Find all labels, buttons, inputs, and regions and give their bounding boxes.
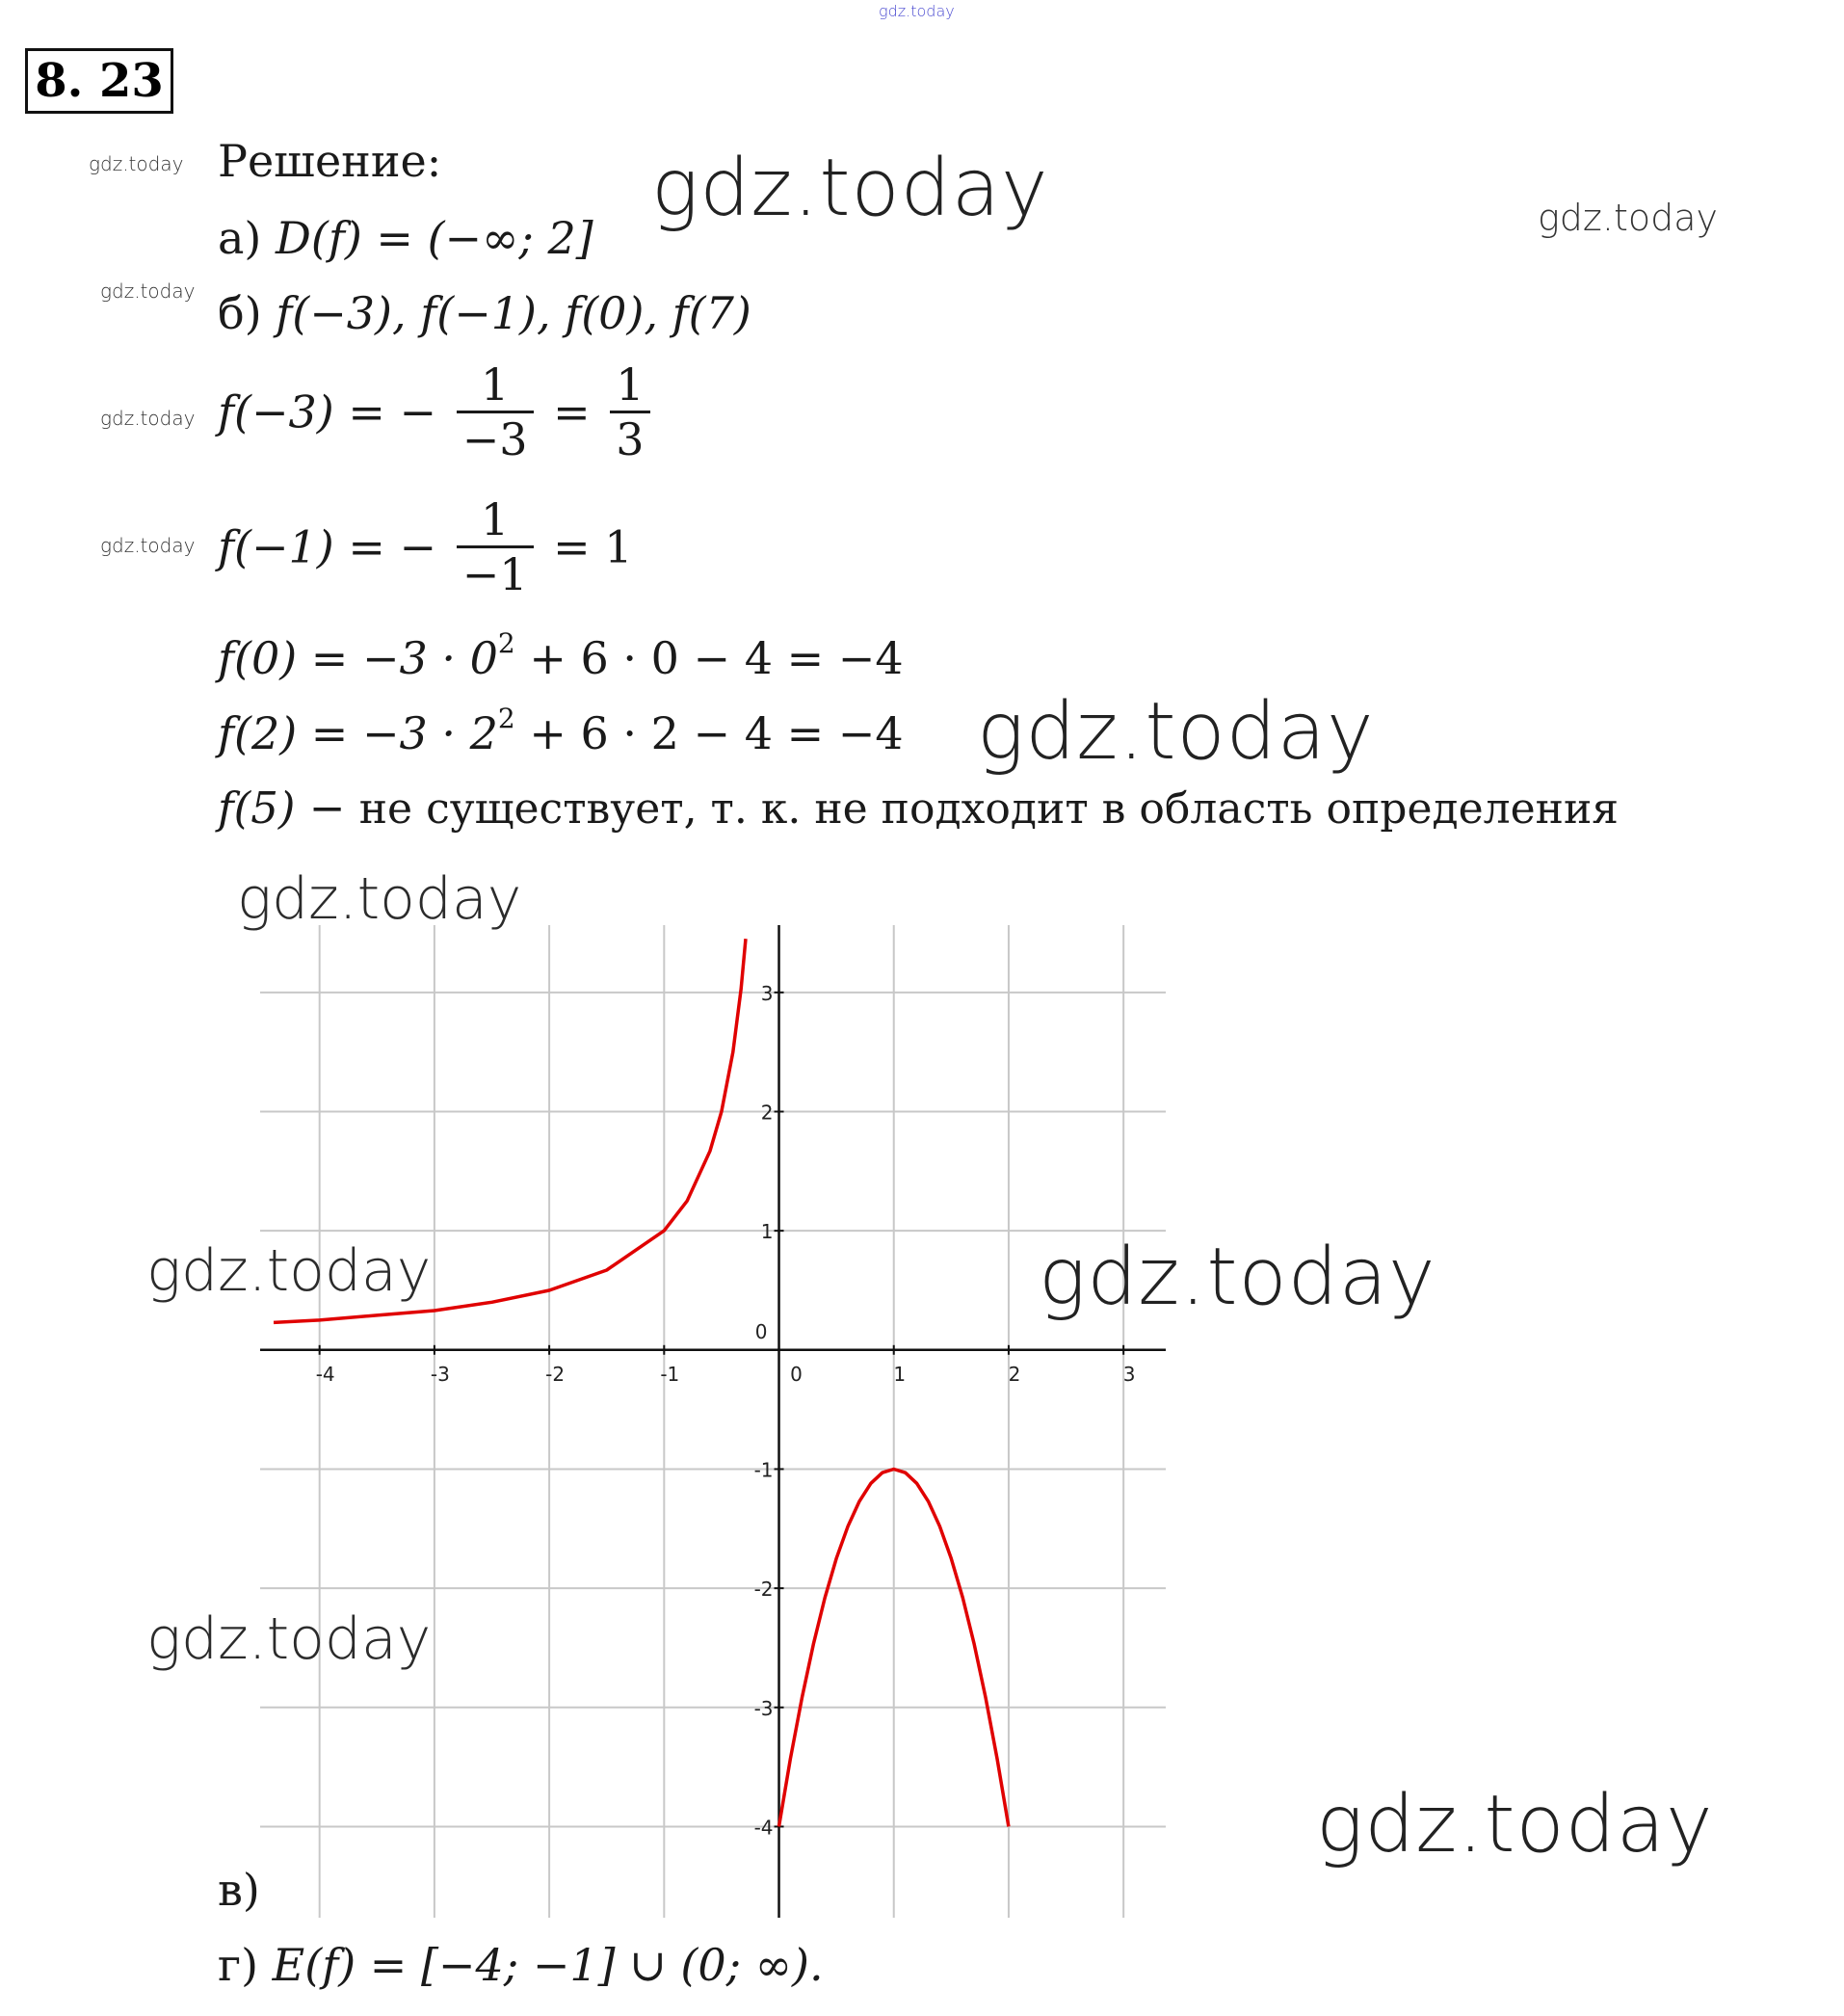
part-g-label: г): [218, 1939, 259, 1991]
x-tick-label: -1: [660, 1362, 680, 1386]
part-a-text: D(f) = (−∞; 2]: [276, 212, 593, 264]
watermark-small: gdz.today: [100, 534, 196, 557]
eq-f0: [218, 627, 904, 684]
fraction: [457, 493, 534, 600]
eq-f2-right: + 6 · 2 − 4 = −4: [514, 707, 904, 759]
part-a: [218, 212, 593, 264]
exponent: 2: [497, 627, 515, 659]
part-g-text: E(f) = [−4; −1] ∪ (0; ∞).: [272, 1939, 824, 1991]
x-tick-label: -4: [315, 1362, 335, 1386]
x-tick-label: -2: [545, 1362, 566, 1386]
tick-labels: [316, 982, 1136, 1840]
fraction: [610, 358, 649, 465]
fraction-numerator: 1: [480, 493, 510, 545]
part-g: [218, 1939, 824, 1991]
y-tick-label: 3: [760, 981, 774, 1005]
y-tick-label: -4: [753, 1816, 774, 1840]
eq-f-minus3: [218, 358, 656, 465]
x-tick-label: 2: [1008, 1362, 1021, 1386]
x-tick-label: 1: [893, 1362, 907, 1386]
x-tick-label: -3: [430, 1362, 450, 1386]
eq-f5-text: не существует, т. к. не подходит в область определения: [358, 784, 1620, 834]
fraction-numerator: 1: [480, 358, 510, 411]
equals-sign: =: [553, 385, 591, 438]
fraction-numerator: 1: [616, 358, 645, 411]
y-tick-label: -1: [753, 1458, 774, 1482]
eq-f-minus1-lhs: f(−1) = −: [218, 520, 437, 573]
fraction-denominator: −1: [461, 548, 528, 600]
watermark-medium: gdz.today: [1538, 197, 1718, 239]
part-a-label: а): [218, 212, 262, 264]
fraction: [457, 358, 534, 465]
part-b: [218, 287, 751, 339]
x-tick-label: 3: [1122, 1362, 1136, 1386]
watermark-big: gdz.today: [651, 143, 1049, 234]
eq-f0-left: f(0) = −3 · 0: [218, 632, 498, 684]
fraction-denominator: −3: [461, 413, 528, 465]
x-tick-label: 0: [790, 1362, 803, 1386]
watermark-small: gdz.today: [89, 152, 184, 175]
eq-f5: [218, 783, 1619, 834]
problem-number: 8. 23: [25, 48, 173, 114]
solution-heading: Решение:: [218, 135, 442, 187]
watermark-big: gdz.today: [977, 686, 1375, 778]
eq-f2: [218, 703, 904, 759]
watermark-big: gdz.today: [1316, 1779, 1714, 1870]
eq-f-minus1: [218, 493, 633, 600]
header-watermark: gdz.today: [879, 2, 955, 20]
y-tick-label: 1: [760, 1220, 774, 1244]
part-v-label: в): [218, 1864, 260, 1916]
watermark-big: gdz.today: [1039, 1232, 1436, 1323]
axes: [260, 925, 1166, 1918]
eq-f-minus1-rhs: = 1: [553, 520, 633, 573]
part-b-label: б): [218, 287, 262, 339]
y-tick-label: 0: [754, 1319, 768, 1343]
y-tick-label: -2: [753, 1578, 774, 1602]
eq-f2-left: f(2) = −3 · 2: [218, 707, 498, 759]
function-graph: [260, 925, 1185, 1918]
y-tick-label: -3: [753, 1696, 774, 1720]
watermark-small: gdz.today: [100, 279, 196, 303]
watermark-big: gdz.today: [146, 1237, 432, 1305]
watermark-small: gdz.today: [100, 407, 196, 430]
y-tick-label: 2: [760, 1101, 774, 1125]
eq-f0-right: + 6 · 0 − 4 = −4: [514, 632, 904, 684]
watermark-big: gdz.today: [237, 865, 522, 933]
exponent: 2: [497, 703, 515, 734]
fraction-denominator: 3: [616, 413, 645, 465]
watermark-big: gdz.today: [146, 1605, 432, 1673]
eq-f-minus3-lhs: f(−3) = −: [218, 385, 437, 438]
eq-f5-left: f(5) −: [218, 783, 359, 834]
part-b-text: f(−3), f(−1), f(0), f(7): [276, 287, 751, 339]
grid-lines: [260, 925, 1166, 1918]
